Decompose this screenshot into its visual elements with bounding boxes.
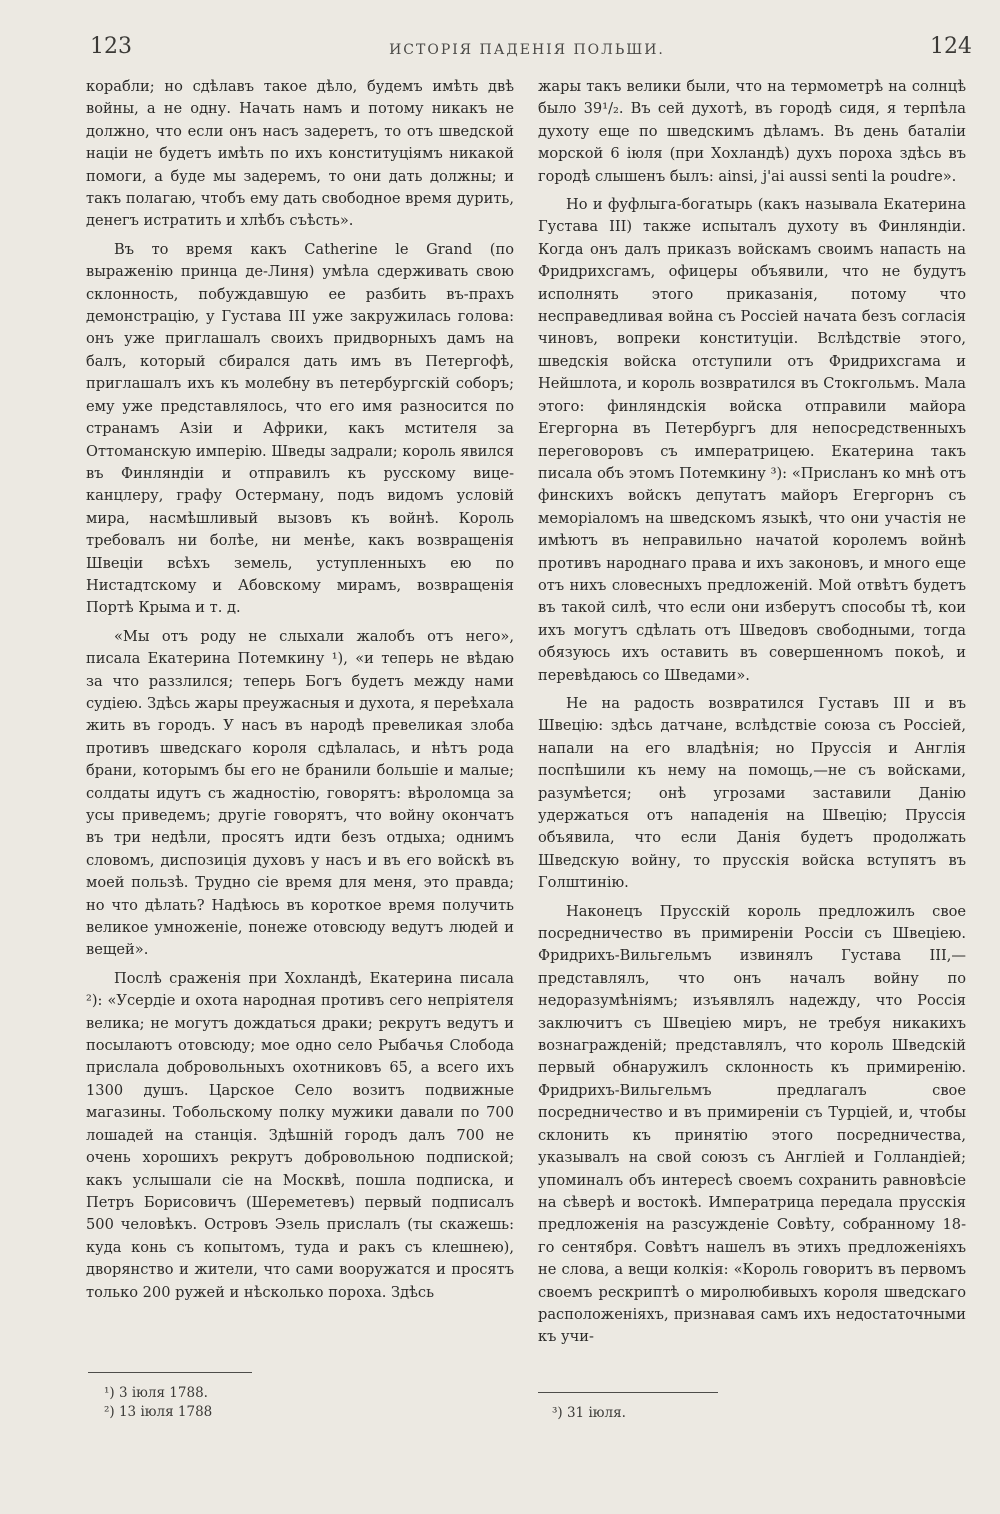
paragraph: Но и фуфлыга-богатырь (какъ называла Екатерина Густава III) также испыталъ духоту въ Финляндіи. Когда онъ далъ приказъ войскамъ своимъ напасть на Фридрихсгамъ, офицеры объявили, что не будутъ исполнять этого приказанія, потому что несправедливая война съ Россіей начата безъ согласія чиновъ, вопреки конституціи. Вслѣдствіе этого, шведскія войска отступили отъ Фридрихсгама и Нейшлота, и король возвратился въ Стокгольмъ. Мала этого: финляндскія войска отправили майора Егергорна въ Петербургъ для непосредственныхъ переговоровъ съ императрицею. Екатерина такъ писала объ этомъ Потемкину ³): «Присланъ ко мнѣ отъ финскихъ войскъ депутатъ майоръ Егергорнъ съ меморіаломъ на шведскомъ языкѣ, что они участія не имѣютъ въ неправильно начатой королемъ войнѣ противъ народнаго права и ихъ законовъ, и много еще отъ нихъ словесныхъ предложеній. Мой отвѣтъ будетъ въ такой силѣ, что если они изберутъ способы тѣ, кои ихъ могутъ сдѣлать отъ Шведовъ свободными, тогда обязуюсь ихъ оставить въ совершенномъ покоѣ, и перевѣдаюсь со Шведами». [538,196,966,684]
page-number-left: 123 [90,34,132,59]
paragraph: Не на радость возвратился Густавъ III и въ Швецію: здѣсь датчане, вслѣдствіе союза съ Россіей, напали на его владѣнія; но Пруссія и Англія поспѣшили къ нему на помощь,—не съ войсками, разумѣется; онѣ угрозами заставили Данію удержаться отъ нападенія на Швецію; Пруссія объявила, что если Данія будетъ продолжать Шведскую войну, то прусскія войска вступятъ въ Голштинію. [538,694,966,892]
running-title: ИСТОРІЯ ПАДЕНІЯ ПОЛЬШИ. [389,42,665,58]
footnote-rule-right [538,1392,718,1393]
paragraph: Послѣ сраженія при Хохландѣ, Екатерина писала ²): «Усердіе и охота народная противъ сего непріятеля велика; не могутъ дождаться драки; рекрутъ ведутъ и посылаютъ отовсюду; мое одно село Рыбачья Слобода прислала добровольныхъ охотниковъ 65, а всего ихъ 1300 душъ. Царское Село возитъ подвижные магазины. Тобольскому полку мужики давали по 700 лошадей на станція. Здѣшній городъ далъ 700 не очень хорошихъ рекрутъ добровольною подпиской; какъ услышали сіе на Москвѣ, пошла подписка, и Петръ Борисовичъ (Шереметевъ) первый подписалъ 500 человѣкъ. Островъ Эзель прислалъ (ты скажешь: куда конь съ копытомъ, туда и ракъ съ клешнею), дворянство и жители, что сами вооружатся и просятъ только 200 ружей и нѣсколько пороха. Здѣсь [86,969,514,1301]
page-number-right: 124 [930,34,972,59]
footnote-rule-left [88,1372,252,1373]
footnote: ²) 13 іюля 1788 [104,1404,213,1420]
footnotes-right [552,1404,626,1423]
page-header [82,30,972,70]
footnote: ³) 31 іюля. [552,1405,626,1421]
footnote: ¹) 3 іюля 1788. [104,1385,208,1401]
left-column [86,76,514,1310]
paragraph: Въ то время какъ Catherine le Grand (по выраженію принца де-Линя) умѣла сдерживать свою склонность, побуждавшую ее разбить въ-прахъ демонстрацію, у Густава III уже закружилась голова: онъ уже приглашалъ своихъ придворныхъ дамъ на балъ, который сбирался дать имъ въ Петергофѣ, приглашалъ ихъ къ молебну въ петербургскій соборъ; ему уже представлялось, что его имя разносится по странамъ Азіи и Африки, какъ мстителя за Оттоманскую имперію. Шведы задрали; король явился въ Финляндіи и отправилъ къ русскому вице-канцлеру, графу Остерману, подъ видомъ условій мира, насмѣшливый вызовъ къ войнѣ. Король требовалъ ни болѣе, ни менѣе, какъ возвращенія Швеціи всѣхъ земель, уступленныхъ ею по Нистадтскому и Абовскому мирамъ, возвращенія Портѣ Крыма и т. д. [86,240,515,617]
paragraph: Наконецъ Прусскій король предложилъ свое посредничество въ примиреніи Россіи съ Швеціею. Фридрихъ-Вильгельмъ извинялъ Густава III,— представлялъ, что онъ началъ войну по недоразумѣніямъ; изъявлялъ надежду, что Россія заключитъ съ Швеціею миръ, не требуя никакихъ вознагражденій; представлялъ, что король Шведскій первый обнаружилъ склонность къ примиренію. Фридрихъ-Вильгельмъ предлагалъ свое посредничество и въ примиреніи съ Турціей, и, чтобы склонить къ принятію этого посредничества, указывалъ на свой союзъ съ Англіей и Голландіей; упоминалъ объ интересѣ своемъ сохранить равновѣсіе на сѣверѣ и востокѣ. Императрица передала прусскія предложенія на разсужденіе Совѣту, собранному 18-го сентября. Совѣтъ нашелъ въ этихъ предложеніяхъ не слова, а вещи колкія: «Король говоритъ въ первомъ своемъ рескриптѣ о миролюбивыхъ короля шведскаго расположеніяхъ, признавая самъ ихъ недостаточными къ учи- [538,902,966,1346]
footnotes-left [104,1384,212,1422]
paragraph: жары такъ велики были, что на термометрѣ на солнцѣ было 39¹/₂. Въ сей духотѣ, въ городѣ сидя, я терпѣла духоту еще по шведскимъ дѣламъ. Въ день баталіи морской 6 іюля (при Хохландѣ) духъ пороха здѣсь въ городѣ слышенъ былъ: ainsi, j'ai aussi senti la poudre». [538,78,966,185]
paragraph: корабли; но сдѣлавъ такое дѣло, будемъ имѣть двѣ войны, а не одну. Начать намъ и потому никакъ не должно, что если онъ насъ задеретъ, то отъ шведской націи не будетъ имѣть по ихъ конституціямъ никакой помоги, а буде мы задеремъ, то они дать должны; и такъ полагаю, чтобъ ему дать свободное время дурить, денегъ истратить и хлѣбъ съѣсть». [86,78,514,230]
paragraph: «Мы отъ роду не слыхали жалобъ отъ него», писала Екатерина Потемкину ¹), «и теперь не вѣдаю за что раззлился; теперь Богъ будетъ между нами судіею. Здѣсь жары преужасныя и духота, я переѣхала жить въ городъ. У насъ въ народѣ превеликая злоба противъ шведскаго короля сдѣлалась, и нѣтъ рода брани, которымъ бы его не бранили большіе и малые; солдаты идутъ съ жадностію, говорятъ: вѣроломца за усы приведемъ; другіе говорятъ, что войну окончатъ въ три недѣли, просятъ идти безъ отдыха; однимъ словомъ, диспозиція духовъ у насъ и въ его войскѣ въ моей пользѣ. Трудно сіе время для меня, это правда; но что дѣлать? Надѣюсь въ короткое время получить великое умноженіе, понеже отовсюду ведутъ людей и вещей». [86,627,514,959]
right-column [538,76,966,1355]
